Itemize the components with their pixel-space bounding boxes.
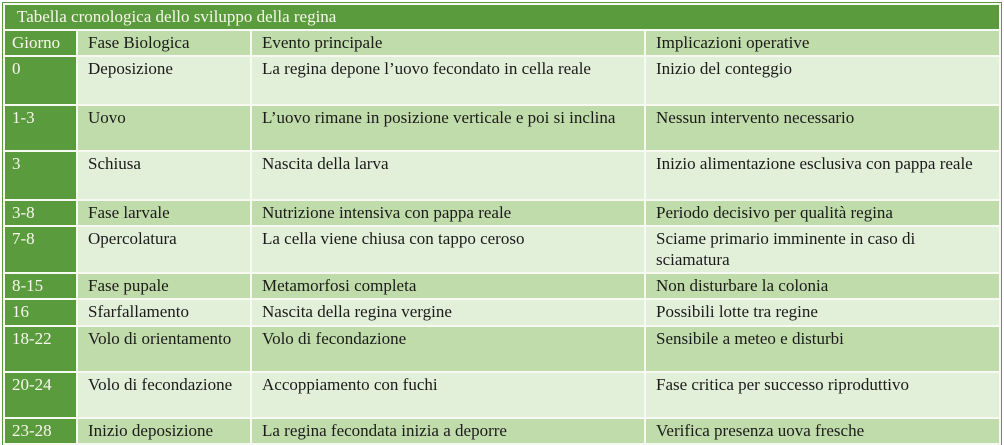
table-row xyxy=(5,227,999,272)
column-header-giorno: Giorno xyxy=(5,31,76,55)
phase-cell: Deposizione xyxy=(78,57,250,104)
phase-cell: Inizio deposizione xyxy=(78,419,250,443)
implication-cell: Periodo decisivo per qualità regina xyxy=(646,201,999,225)
phase-cell: Volo di orientamento xyxy=(78,327,250,371)
table-title: Tabella cronologica dello sviluppo della regina xyxy=(5,5,999,29)
implication-cell: Non disturbare la colonia xyxy=(646,274,999,298)
day-cell: 16 xyxy=(5,300,76,324)
table-row xyxy=(5,274,999,298)
phase-cell: Fase pupale xyxy=(78,274,250,298)
event-cell: Nascita della regina vergine xyxy=(252,300,644,324)
table-row xyxy=(5,327,999,371)
implication-cell: Sensibile a meteo e disturbi xyxy=(646,327,999,371)
table-row xyxy=(5,57,999,104)
day-cell: 20-24 xyxy=(5,373,76,417)
column-header-evento-principale: Evento principale xyxy=(252,31,644,55)
event-cell: Nascita della larva xyxy=(252,152,644,199)
event-cell: Metamorfosi completa xyxy=(252,274,644,298)
day-cell: 0 xyxy=(5,57,76,104)
table-row xyxy=(5,201,999,225)
table-row xyxy=(5,106,999,150)
table-title-row xyxy=(5,5,999,29)
event-cell: Nutrizione intensiva con pappa reale xyxy=(252,201,644,225)
table-header-row xyxy=(5,31,999,55)
day-cell: 1-3 xyxy=(5,106,76,150)
day-cell: 23-28 xyxy=(5,419,76,443)
event-cell: Accoppiamento con fuchi xyxy=(252,373,644,417)
implication-cell: Nessun intervento necessario xyxy=(646,106,999,150)
day-cell: 3-8 xyxy=(5,201,76,225)
table-row xyxy=(5,152,999,199)
implication-cell: Inizio del conteggio xyxy=(646,57,999,104)
column-header-fase-biologica: Fase Biologica xyxy=(78,31,250,55)
implication-cell: Verifica presenza uova fresche xyxy=(646,419,999,443)
phase-cell: Sfarfallamento xyxy=(78,300,250,324)
table-row xyxy=(5,300,999,324)
phase-cell: Volo di fecondazione xyxy=(78,373,250,417)
event-cell: La regina fecondata inizia a deporre xyxy=(252,419,644,443)
implication-cell: Possibili lotte tra regine xyxy=(646,300,999,324)
implication-cell: Inizio alimentazione esclusiva con pappa reale xyxy=(646,152,999,199)
event-cell: La cella viene chiusa con tappo ceroso xyxy=(252,227,644,272)
column-header-implicazioni-operative: Implicazioni operative xyxy=(646,31,999,55)
table-row xyxy=(5,373,999,417)
phase-cell: Fase larvale xyxy=(78,201,250,225)
phase-cell: Schiusa xyxy=(78,152,250,199)
day-cell: 8-15 xyxy=(5,274,76,298)
day-cell: 18-22 xyxy=(5,327,76,371)
day-cell: 3 xyxy=(5,152,76,199)
event-cell: Volo di fecondazione xyxy=(252,327,644,371)
event-cell: L’uovo rimane in posizione verticale e poi si inclina xyxy=(252,106,644,150)
event-cell: La regina depone l’uovo fecondato in cella reale xyxy=(252,57,644,104)
implication-cell: Fase critica per successo riproduttivo xyxy=(646,373,999,417)
phase-cell: Uovo xyxy=(78,106,250,150)
phase-cell: Opercolatura xyxy=(78,227,250,272)
table-row xyxy=(5,419,999,443)
implication-cell: Sciame primario imminente in caso di sciamatura xyxy=(646,227,999,272)
day-cell: 7-8 xyxy=(5,227,76,272)
queen-development-table xyxy=(2,2,1002,445)
